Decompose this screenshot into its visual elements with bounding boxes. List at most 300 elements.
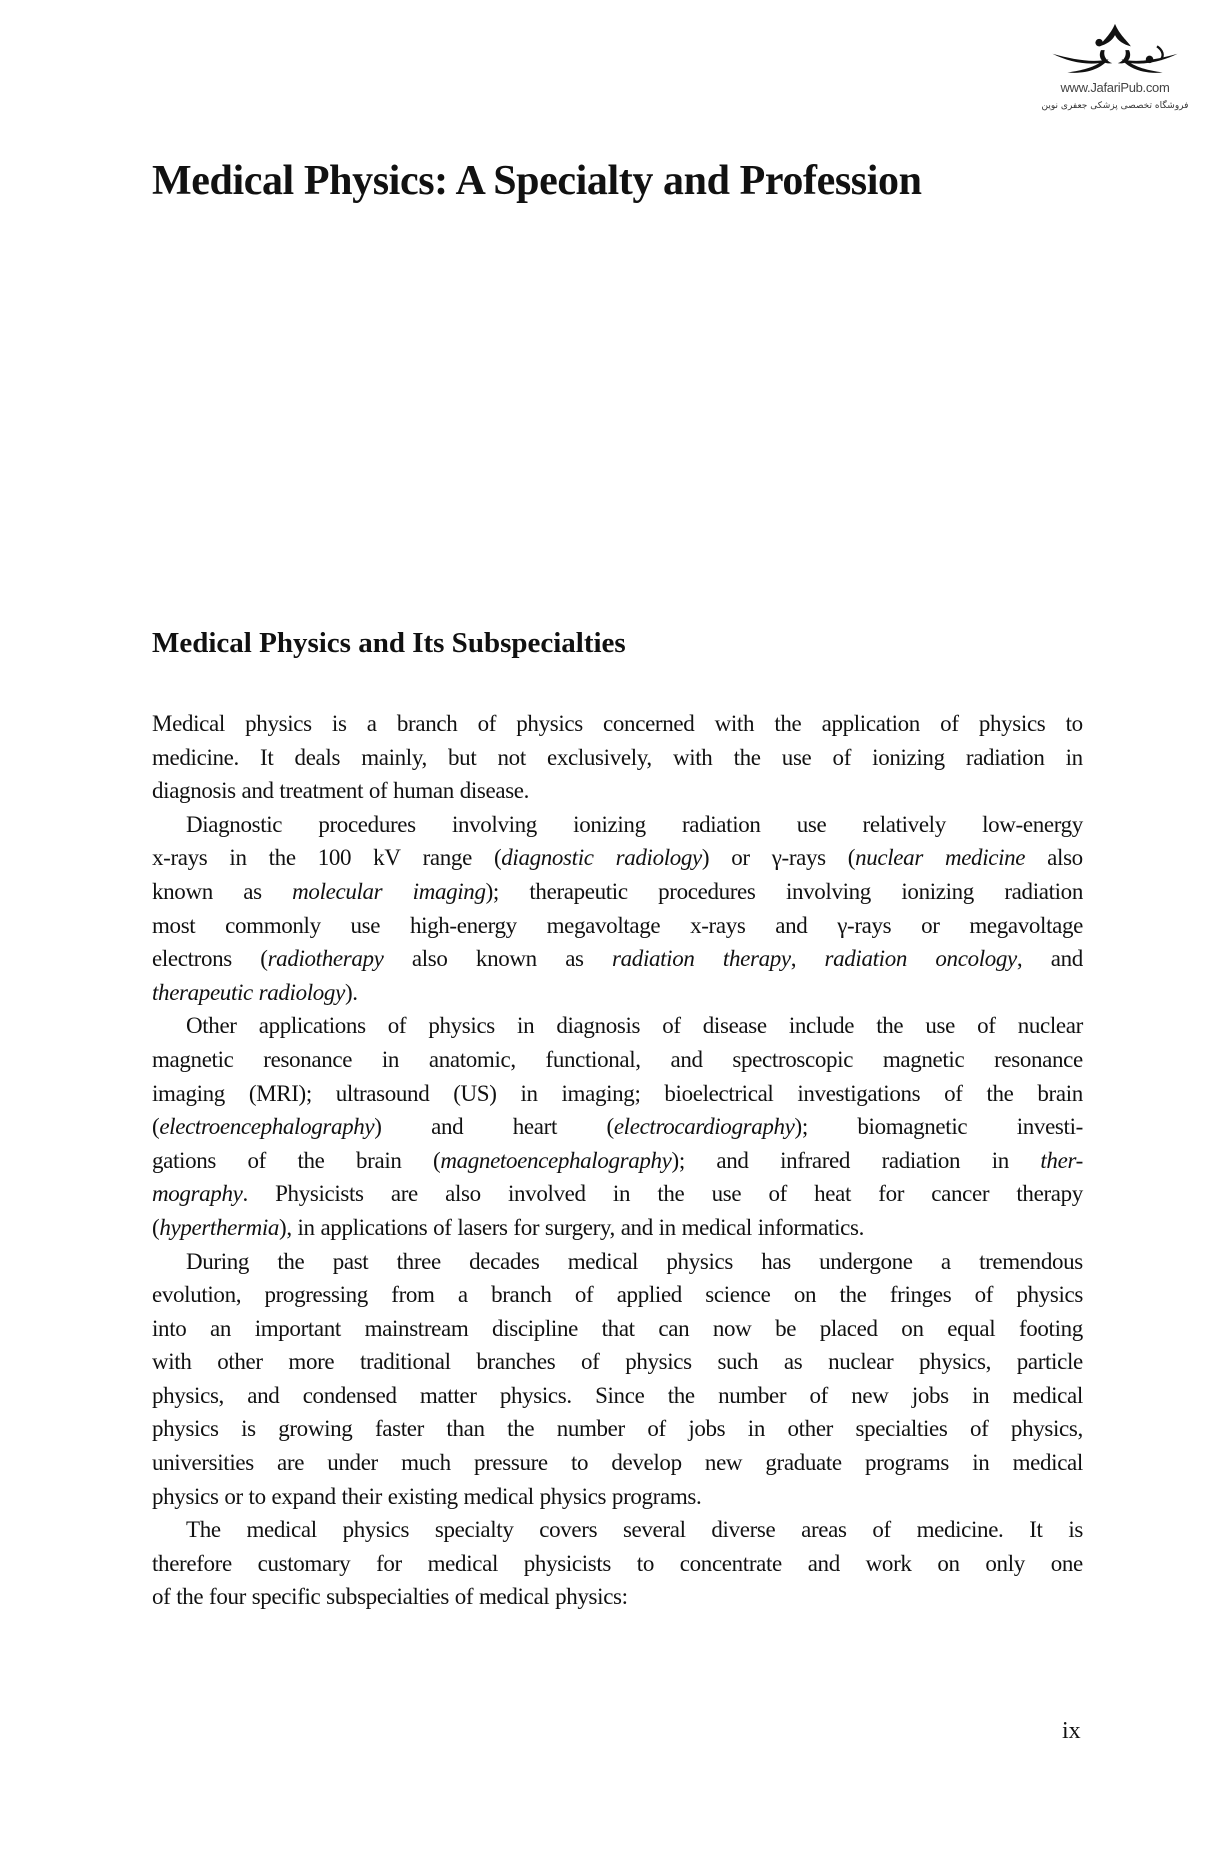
text-run: nuclear — [1017, 1013, 1083, 1039]
text-run: physicists — [523, 1550, 612, 1576]
text-run: several — [622, 1517, 686, 1543]
paragraph — [152, 707, 1083, 808]
text-run: diagnosis — [556, 1013, 641, 1039]
text-run: four — [209, 1584, 246, 1610]
word — [524, 1547, 611, 1581]
word — [662, 1009, 680, 1043]
text-run: with — [672, 744, 713, 770]
word — [152, 774, 236, 808]
text-run: the — [986, 1080, 1014, 1106]
word — [705, 1278, 770, 1312]
word — [718, 1379, 786, 1413]
word — [246, 1513, 316, 1547]
word — [428, 1009, 495, 1043]
text-run: radiation — [881, 1147, 961, 1173]
text-run: of — [477, 711, 497, 736]
text-run: tremendous — [979, 1248, 1083, 1274]
word — [152, 1412, 219, 1446]
text-run: an — [210, 1315, 232, 1341]
text-run: It — [1029, 1517, 1043, 1543]
word — [1051, 942, 1083, 976]
text-run: in — [381, 1046, 400, 1072]
word — [969, 909, 1083, 943]
word — [243, 875, 261, 909]
word — [152, 1480, 219, 1514]
text-run: that — [601, 1315, 635, 1341]
text-run: physics — [978, 711, 1046, 736]
word — [210, 1312, 231, 1346]
word — [249, 1480, 266, 1514]
text-line — [152, 1580, 1083, 1614]
word — [327, 1446, 378, 1480]
text-run: heat — [814, 1181, 852, 1207]
word — [413, 875, 499, 909]
text-run: known — [475, 946, 537, 972]
text-run: ionizing — [901, 878, 974, 904]
word — [326, 1580, 449, 1614]
text-run: physics — [1016, 1282, 1083, 1308]
word — [152, 1077, 225, 1111]
text-run: to — [636, 1550, 654, 1576]
word — [248, 1144, 266, 1178]
word — [458, 1278, 468, 1312]
word — [611, 1446, 681, 1480]
word — [1017, 1110, 1083, 1144]
paragraph — [152, 1009, 1083, 1244]
word — [711, 1513, 775, 1547]
text-run: the — [176, 1584, 204, 1610]
word — [176, 1580, 203, 1614]
text-run: ); — [794, 1114, 808, 1140]
text-run: ( — [152, 1214, 160, 1240]
text-run: range — [422, 845, 472, 871]
text-run: applied — [616, 1282, 682, 1308]
word — [937, 1547, 959, 1581]
text-run: programs. — [611, 1483, 702, 1509]
word — [941, 1245, 951, 1279]
word — [919, 1345, 991, 1379]
word — [982, 808, 1083, 842]
text-run: of — [581, 1349, 600, 1375]
text-run: physics: — [555, 1584, 628, 1610]
text-run: for — [513, 1214, 540, 1240]
word — [464, 1480, 534, 1514]
text-run: physics — [666, 1248, 733, 1274]
word — [883, 1043, 965, 1077]
word — [152, 1043, 234, 1077]
word — [420, 1379, 477, 1413]
text-run: medical — [246, 1517, 317, 1543]
word — [680, 1547, 782, 1581]
word — [1040, 1144, 1083, 1178]
word — [789, 1009, 854, 1043]
word — [617, 1278, 682, 1312]
text-run: can — [658, 1315, 690, 1341]
word — [1066, 707, 1083, 741]
word — [388, 1009, 406, 1043]
word — [263, 1043, 352, 1077]
text-run: is — [331, 711, 347, 736]
word — [616, 841, 710, 875]
word — [498, 741, 526, 775]
text-run: physics — [152, 1483, 219, 1509]
word — [318, 808, 415, 842]
word — [921, 909, 939, 943]
word — [819, 1245, 913, 1279]
text-run: fringes — [889, 1282, 952, 1308]
page-number: ix — [1062, 1718, 1081, 1744]
word — [712, 1177, 742, 1211]
text-line — [152, 741, 1083, 775]
word — [1013, 1446, 1083, 1480]
word — [275, 1177, 364, 1211]
text-run: has — [761, 1248, 791, 1274]
word — [814, 1177, 851, 1211]
text-run: of — [944, 1080, 963, 1106]
text-run: develop — [611, 1450, 682, 1476]
word — [391, 1177, 418, 1211]
text-run: It — [260, 744, 274, 770]
word — [940, 707, 958, 741]
text-run: with — [714, 711, 755, 736]
text-run: Other — [186, 1013, 237, 1039]
word — [972, 1446, 989, 1480]
publisher-url: www.JafariPub.com — [1060, 80, 1170, 95]
italic-term: radiotherapy — [267, 946, 384, 972]
text-run: spectroscopic — [732, 1046, 854, 1072]
word — [979, 707, 1046, 741]
word — [152, 942, 232, 976]
text-run: on — [901, 1315, 924, 1341]
word — [772, 841, 826, 875]
text-run: of — [454, 1584, 474, 1610]
text-run: of — [647, 1416, 666, 1442]
word — [682, 1211, 752, 1245]
text-run: ), — [279, 1214, 292, 1240]
word — [457, 1211, 507, 1245]
text-run: use — [781, 744, 812, 770]
text-run: a — [366, 711, 377, 736]
word — [356, 1144, 402, 1178]
text-run: of — [152, 1584, 171, 1610]
word — [562, 1077, 641, 1111]
text-run: faster — [374, 1416, 424, 1442]
word — [397, 1245, 441, 1279]
word — [863, 808, 946, 842]
text-run: bioelectrical — [664, 1080, 774, 1106]
word — [664, 1077, 773, 1111]
text-run: the — [667, 1382, 695, 1408]
text-run: applications — [320, 1214, 428, 1240]
word — [748, 1412, 765, 1446]
text-line — [152, 1446, 1083, 1480]
text-run: one — [1050, 1550, 1083, 1576]
word — [839, 1278, 866, 1312]
word — [271, 1480, 335, 1514]
word — [1013, 1379, 1083, 1413]
text-run: therapeutic — [529, 878, 628, 904]
italic-term: electroencephalography — [159, 1114, 375, 1140]
word — [520, 1077, 537, 1111]
word — [152, 841, 207, 875]
word — [229, 841, 246, 875]
text-run: in — [972, 1450, 990, 1476]
text-run: application — [821, 711, 920, 736]
word — [945, 841, 1025, 875]
word — [292, 875, 382, 909]
text-run: ultrasound — [335, 1080, 430, 1106]
text-run: involving — [451, 811, 537, 837]
text-run: new — [704, 1450, 743, 1476]
word — [994, 1043, 1083, 1077]
word — [657, 1177, 684, 1211]
text-run: jobs — [688, 1416, 726, 1442]
word — [607, 1110, 808, 1144]
word — [774, 707, 801, 741]
word — [225, 909, 321, 943]
word — [581, 1345, 599, 1379]
text-run: the — [876, 1013, 904, 1039]
word — [758, 1211, 864, 1245]
word — [152, 1446, 254, 1480]
word — [247, 1379, 279, 1413]
text-run: medical — [427, 1550, 498, 1576]
word — [603, 707, 694, 741]
word — [768, 1177, 786, 1211]
word — [1066, 741, 1083, 775]
italic-term: oncology — [935, 946, 1017, 972]
text-run: subspecialties — [326, 1584, 450, 1610]
text-line — [152, 1245, 1083, 1279]
text-run: the — [268, 845, 296, 871]
word — [375, 1412, 424, 1446]
word — [786, 875, 871, 909]
text-run: ). — [344, 979, 358, 1005]
word — [775, 1312, 796, 1346]
word — [872, 741, 945, 775]
text-run: of — [969, 1416, 989, 1442]
word — [647, 1412, 665, 1446]
text-run: is — [1068, 1517, 1083, 1543]
italic-term: ther- — [1040, 1147, 1083, 1173]
text-run: involving — [785, 878, 871, 904]
text-run: electrons — [152, 946, 232, 972]
word — [658, 875, 755, 909]
text-run: of — [387, 1013, 407, 1039]
text-run: Diagnostic — [186, 811, 283, 837]
word — [715, 707, 755, 741]
text-run: other — [787, 1416, 833, 1442]
text-run: placed — [819, 1315, 878, 1341]
word — [476, 942, 537, 976]
text-run: the — [839, 1282, 867, 1308]
word — [856, 1412, 948, 1446]
text-run: γ-rays — [771, 845, 826, 871]
word — [1047, 841, 1083, 875]
word — [508, 1177, 586, 1211]
word — [277, 1446, 304, 1480]
text-line — [152, 1177, 1083, 1211]
word — [298, 1211, 315, 1245]
text-run: the — [297, 1147, 325, 1173]
text-run: for — [878, 1181, 905, 1207]
word — [977, 1009, 995, 1043]
text-run: the — [657, 1181, 685, 1207]
word — [595, 1379, 644, 1413]
word — [857, 1110, 967, 1144]
text-run: equal — [947, 1315, 996, 1341]
word — [241, 1412, 256, 1446]
word — [397, 707, 457, 741]
word — [491, 1278, 551, 1312]
word — [360, 1345, 451, 1379]
text-run: radiation — [681, 811, 761, 837]
text-run: Physicists — [275, 1181, 364, 1207]
italic-term: radiation — [612, 946, 695, 972]
text-run: applications — [258, 1013, 366, 1039]
word — [658, 1312, 689, 1346]
text-run: ) — [374, 1114, 382, 1140]
text-run: of — [768, 1181, 787, 1207]
word — [152, 1177, 248, 1211]
italic-term: electrocardiography — [613, 1114, 795, 1140]
text-run: and — [807, 1550, 840, 1576]
word — [369, 774, 387, 808]
text-line — [152, 1345, 1083, 1379]
chapter-title: Medical Physics: A Specialty and Profession — [152, 158, 922, 204]
text-run: commonly — [225, 912, 321, 938]
text-run: or — [921, 912, 940, 938]
word — [851, 1379, 888, 1413]
text-run: on — [937, 1550, 960, 1576]
italic-term: molecular — [292, 878, 383, 904]
text-run: in — [517, 1013, 535, 1039]
word — [252, 1580, 321, 1614]
word — [152, 909, 195, 943]
text-line — [152, 774, 1083, 808]
text-run: medical — [567, 1248, 639, 1274]
text-run: under — [327, 1450, 378, 1476]
word — [975, 1278, 993, 1312]
text-run: number — [718, 1382, 787, 1408]
text-run: are — [277, 1450, 305, 1476]
word — [979, 1245, 1083, 1279]
text-run: past — [332, 1248, 369, 1274]
text-run: physics, — [919, 1349, 991, 1375]
word — [494, 841, 594, 875]
word — [249, 1077, 312, 1111]
word — [507, 1412, 534, 1446]
word — [717, 1345, 758, 1379]
text-run: of — [832, 744, 852, 770]
text-line — [152, 707, 1083, 741]
text-run: magnetic — [152, 1046, 234, 1072]
word — [479, 1580, 549, 1614]
text-run: anatomic, — [428, 1046, 516, 1072]
text-run: mainstream — [364, 1315, 469, 1341]
text-run: more — [288, 1349, 335, 1375]
word — [513, 1110, 557, 1144]
word — [917, 1513, 1004, 1547]
text-run: medical — [479, 1584, 550, 1610]
text-run: therefore — [152, 1550, 232, 1576]
text-run: kV — [373, 845, 401, 871]
italic-term: hyperthermia — [159, 1214, 280, 1240]
text-run: physics — [152, 1416, 219, 1442]
italic-term: therapy — [722, 946, 791, 972]
text-run: a — [457, 1282, 468, 1308]
text-run: footing — [1018, 1315, 1083, 1341]
word — [152, 741, 239, 775]
word — [492, 1312, 578, 1346]
word — [433, 1211, 451, 1245]
word — [186, 808, 282, 842]
word — [797, 808, 827, 842]
word — [872, 1513, 890, 1547]
text-run: of — [809, 1382, 828, 1408]
word — [152, 1144, 216, 1178]
word — [820, 1312, 878, 1346]
text-run: medicine. — [916, 1517, 1004, 1543]
word — [1029, 1513, 1042, 1547]
word — [435, 1513, 514, 1547]
word — [277, 1245, 304, 1279]
text-run: three — [396, 1248, 441, 1274]
text-line — [152, 1110, 1083, 1144]
italic-term: therapeutic — [152, 979, 253, 1005]
text-run: be — [775, 1315, 797, 1341]
word — [557, 1412, 625, 1446]
text-run: existing — [387, 1483, 458, 1509]
text-run: megavoltage — [969, 912, 1083, 938]
text-run: of — [974, 1282, 994, 1308]
word — [822, 707, 920, 741]
text-run: ); — [671, 1147, 685, 1173]
word — [731, 841, 749, 875]
text-run: undergone — [819, 1248, 913, 1274]
calligraphy-logo-icon — [1045, 22, 1185, 80]
text-run: exclusively, — [547, 744, 652, 770]
word — [412, 942, 448, 976]
word — [453, 1077, 496, 1111]
text-run: specialty — [434, 1517, 514, 1543]
text-run: brain — [1037, 1080, 1083, 1106]
text-run: is — [241, 1416, 256, 1442]
text-run: medicine. — [152, 744, 239, 770]
word — [431, 1110, 463, 1144]
word — [217, 1345, 263, 1379]
text-run: (MRI); — [248, 1080, 312, 1106]
word — [245, 707, 312, 741]
text-run: . — [242, 1181, 248, 1207]
word — [433, 1144, 685, 1178]
text-run: or — [731, 845, 750, 871]
word — [787, 1412, 833, 1446]
word — [446, 1412, 484, 1446]
text-run: also — [445, 1181, 481, 1207]
text-run: such — [717, 1349, 759, 1375]
word — [545, 1211, 615, 1245]
text-run: a — [940, 1248, 951, 1274]
text-run: diagnosis — [152, 778, 236, 804]
text-line — [152, 976, 1083, 1010]
word — [931, 1177, 989, 1211]
text-run: number — [556, 1416, 625, 1442]
word — [186, 1009, 237, 1043]
text-run: diverse — [711, 1517, 776, 1543]
word — [682, 808, 761, 842]
word — [613, 1177, 630, 1211]
